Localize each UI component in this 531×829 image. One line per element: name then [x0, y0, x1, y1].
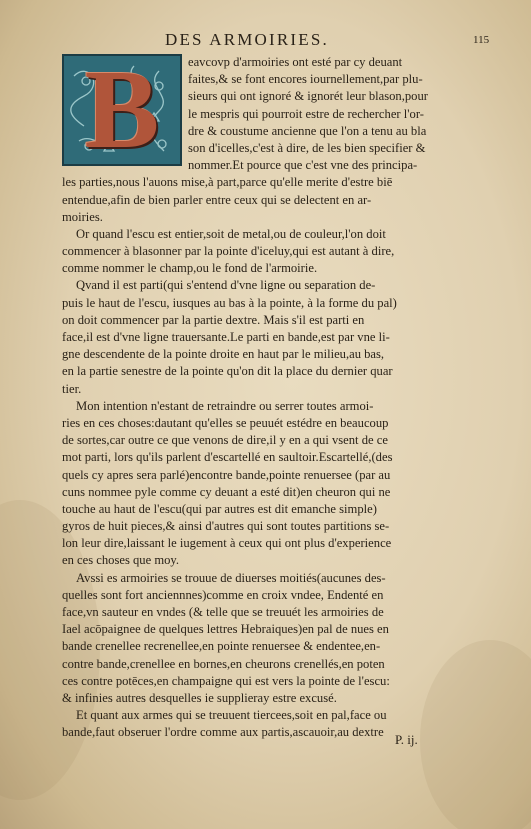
text-line: bande crenellee recrenellee,en pointe renuersee & endentee,en-	[62, 639, 381, 654]
text-line: Et quant aux armes qui se treuuent tiercees,soit en pal,face ou	[76, 708, 387, 723]
text-line: tier.	[62, 381, 82, 396]
text-line: gyros de huit pieces,& ainsi d'autres qui sont toutes partitions se-	[62, 519, 390, 534]
text-line: son d'icelles,c'est à dire, de les bien specifier &	[188, 140, 426, 155]
text-line: Mon intention n'estant de retraindre ou serrer toutes armoi-	[76, 398, 374, 413]
signature-mark: P. ij.	[395, 732, 418, 747]
page-number: 115	[473, 34, 490, 46]
text-line: & infinies autres desquelles ie supplieray estre excusé.	[62, 690, 337, 705]
text-line: on doit commencer par la partie dextre. Mais s'il est parti en	[62, 312, 365, 327]
text-line: les parties,nous l'auons mise,à part,parce qu'elle merite d'estre biē	[62, 175, 393, 190]
text-line: cuns nommee pyle comme cy deuant a esté dit)en cheuron qui ne	[62, 484, 391, 499]
text-line: Avssi es armoiries se trouue de diuerses moitiés(aucunes des-	[76, 570, 386, 585]
text-line: lon leur dire,laissant le iugement à ceux qui ont plus d'experience	[62, 536, 392, 551]
text-line: touche au haut de l'escu(qui par autres est dit emanche simple)	[62, 501, 377, 516]
text-line: nommer.Et pource que c'est vne des principa-	[188, 158, 418, 173]
text-line: en ces choses que moy.	[62, 553, 180, 568]
text-line: de sortes,car outre ce que venons de dire,il y en a qui vsent de ce	[62, 433, 388, 448]
text-line: face,il est d'vne ligne trauersante.Le parti en bande,est par vne li-	[62, 330, 390, 344]
text-line: gne descendente de la pointe droite en haut par le milieu,au bas,	[62, 347, 385, 362]
text-line: sieurs qui ont ignoré & ignorét leur blason,pour	[188, 89, 428, 104]
text-line: comme nommer le champ,ou le fond de l'armoirie.	[62, 261, 318, 276]
text-line: puis le haut de l'escu, iusques au bas à la pointe, à la forme du pal)	[62, 295, 397, 310]
text-line: moiries.	[62, 209, 103, 224]
text-line: faites,& se font encores iournellement,par plu-	[188, 72, 423, 87]
text-line: quels cy apres sera parlé)encontre bande,pointe renuersee (par au	[62, 467, 391, 482]
text-line: Qvand il est parti(qui s'entend d'vne ligne ou separation de-	[76, 278, 376, 293]
text-line: dre & coustume ancienne que l'on a tenu au bla	[188, 123, 427, 138]
text-line: ces contre potēces,en champaigne qui est vers la pointe de l'escu:	[62, 673, 390, 688]
text-line: ries en ces choses:dautant qu'elles se peuuét estédre en beaucoup	[62, 415, 389, 430]
text-line: Iael acōpaignee de quelques lettres Hebraiques)en pal de nues en	[62, 622, 389, 637]
text-line: contre bande,crenellee en bornes,en cheurons crenellés,en poten	[62, 656, 385, 671]
text-line: Or quand l'escu est entier,soit de metal,ou de couleur,l'on doit	[76, 226, 386, 241]
text-line: face,vn sauteur en vndes (& telle que se treuuét les armoiries de	[62, 605, 384, 619]
text-line: eavcovp d'armoiries ont esté par cy deuant	[188, 55, 403, 69]
running-title: DES ARMOIRIES.	[165, 30, 329, 49]
text-line: commencer à blasonner par la pointe d'iceluy,qui est autant à dire,	[62, 244, 395, 259]
text-line: bande,faut obseruer l'ordre comme aux partis,ascauoir,au dextre	[62, 725, 384, 740]
text-line: en la partie senestre de la pointe qu'on dit la place du dernier quar	[62, 364, 393, 379]
text-line: entendue,afin de bien parler entre ceux qui se delectent en ar-	[62, 192, 372, 207]
body-text	[62, 54, 492, 742]
text-line: mot parti, lors qu'ils parlent d'escartellé en saultoir.Escartellé,(des	[62, 450, 393, 465]
text-line: quelles sont fort anciennnes)comme en croix vndee, Endenté en	[62, 587, 384, 602]
text-line: le mespris qui pourroit estre de rechercher l'or-	[188, 106, 424, 121]
initial-letter: B	[84, 48, 160, 172]
